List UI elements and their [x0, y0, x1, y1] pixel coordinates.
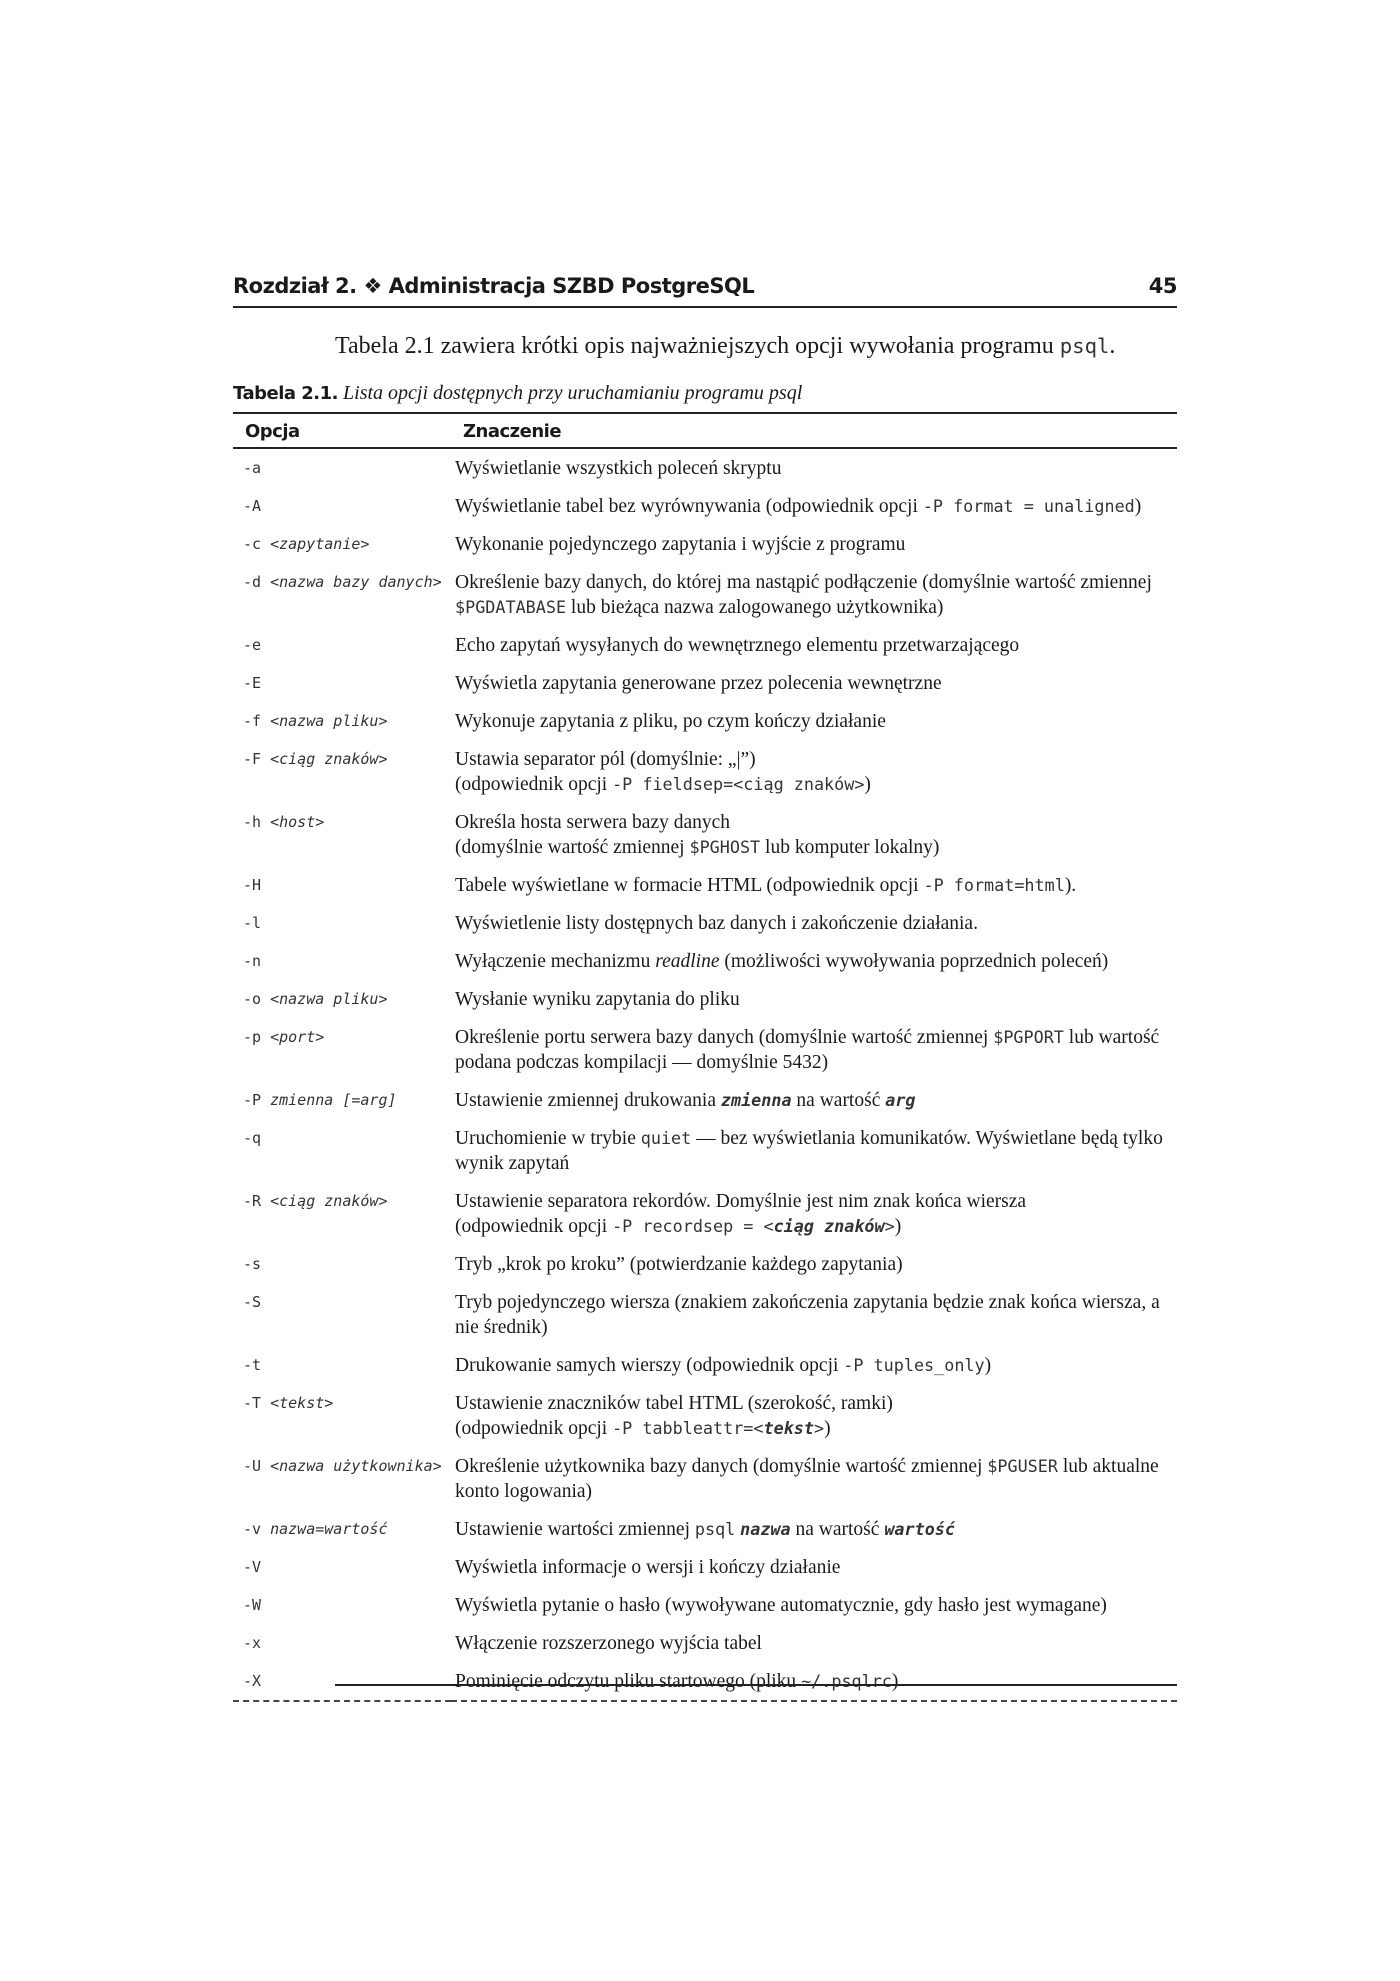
option-argument: nazwa bazy danych — [279, 573, 433, 591]
description-text: na wartość — [791, 1090, 886, 1111]
option-cell — [233, 626, 451, 664]
meaning-cell — [451, 1447, 1177, 1510]
option-flag: -n — [243, 952, 262, 970]
inline-code-variable: wartość — [884, 1519, 955, 1539]
description-text: Ustawienie zmiennej drukowania — [455, 1090, 721, 1111]
inline-code: -P tuples_only — [843, 1355, 985, 1375]
option-flag: -P — [243, 1091, 271, 1109]
option-flag: -c < — [243, 535, 280, 553]
meaning-cell — [451, 487, 1177, 525]
inline-code: $PGDATABASE — [455, 597, 567, 617]
option-flag: > — [378, 1192, 388, 1210]
meaning-cell — [451, 1081, 1177, 1119]
caption-text: Lista opcji dostępnych przy uruchamianiu programu psql — [343, 382, 803, 404]
inline-code: $PGPORT — [993, 1027, 1064, 1047]
option-flag: > — [432, 1457, 442, 1475]
option-cell — [233, 1119, 451, 1182]
option-cell — [233, 904, 451, 942]
option-flag: = — [315, 1520, 325, 1538]
option-cell — [233, 1624, 451, 1662]
description-text: Wyświetla pytanie o hasło (wywoływane automatycznie, gdy hasło jest wymagane) — [455, 1595, 1107, 1616]
option-cell — [233, 525, 451, 563]
option-flag: -f < — [243, 712, 280, 730]
option-flag: > — [315, 813, 325, 831]
meaning-cell — [451, 702, 1177, 740]
header-option: Opcja — [233, 413, 451, 448]
table-row — [233, 525, 1177, 563]
option-flag: -F < — [243, 750, 280, 768]
description-text: Wyświetlanie tabel bez wyrównywania (odpowiednik opcji — [455, 496, 923, 517]
description-text: Wyłączenie mechanizmu — [455, 951, 656, 972]
options-table — [233, 412, 1177, 1702]
inline-code: $PGUSER — [987, 1456, 1058, 1476]
meaning-cell — [451, 803, 1177, 866]
meaning-cell — [451, 1510, 1177, 1548]
option-cell — [233, 980, 451, 1018]
option-cell — [233, 1018, 451, 1081]
option-argument: tekst — [279, 1394, 325, 1412]
running-header — [233, 272, 1177, 308]
description-text: (domyślnie wartość zmiennej — [455, 837, 690, 858]
option-flag: > — [324, 1394, 334, 1412]
option-cell — [233, 1283, 451, 1346]
table-row — [233, 1548, 1177, 1586]
meaning-cell — [451, 1662, 1177, 1701]
description-text: Wyświetla informacje o wersji i kończy działanie — [455, 1557, 841, 1578]
option-flag: -A — [243, 497, 262, 515]
inline-code: ~/.psqlrc — [801, 1671, 892, 1691]
caption-label: Tabela 2.1. — [233, 383, 339, 404]
table-row — [233, 1119, 1177, 1182]
table-row — [233, 942, 1177, 980]
inline-code-variable: arg — [885, 1090, 916, 1110]
option-flag: -U < — [243, 1457, 280, 1475]
option-flag: -a — [243, 459, 262, 477]
page-number: 45 — [1148, 274, 1177, 298]
intro-code: psql — [1059, 334, 1110, 358]
emphasis-text: readline — [655, 951, 720, 972]
description-text: Echo zapytań wysyłanych do wewnętrznego elementu przetwarzającego — [455, 635, 1020, 656]
table-row — [233, 1018, 1177, 1081]
option-cell — [233, 487, 451, 525]
description-text: Wykonanie pojedynczego zapytania i wyjście z programu — [455, 534, 906, 555]
table-row — [233, 1182, 1177, 1245]
description-text: lub komputer lokalny) — [760, 837, 940, 858]
option-cell — [233, 866, 451, 904]
meaning-cell — [451, 942, 1177, 980]
description-text: Uruchomienie w trybie — [455, 1128, 641, 1149]
option-argument: zmienna [=arg] — [270, 1091, 397, 1109]
description-text: lub wartość podana podczas kompilacji — domyślnie 5432) — [455, 1027, 1160, 1073]
option-argument: nazwa użytkownika — [279, 1457, 433, 1475]
inline-code-variable: tekst — [763, 1418, 814, 1438]
inline-code-variable: ciąg znaków — [773, 1216, 885, 1236]
option-flag: > — [432, 573, 442, 591]
description-text: (odpowiednik opcji — [455, 774, 613, 795]
table-row — [233, 448, 1177, 487]
option-flag: -h < — [243, 813, 280, 831]
description-text: Wykonuje zapytania z pliku, po czym kończy działanie — [455, 711, 886, 732]
option-argument: ciąg znaków — [279, 750, 379, 768]
option-flag: -d < — [243, 573, 280, 591]
inline-code: $PGHOST — [689, 837, 761, 857]
option-argument: wartość — [324, 1520, 388, 1538]
meaning-cell — [451, 1119, 1177, 1182]
description-text: (odpowiednik opcji — [455, 1418, 613, 1439]
description-text: lub bieżąca nazwa zalogowanego użytkownika) — [566, 597, 944, 618]
description-text: Określa hosta serwera bazy danych — [455, 812, 731, 833]
option-flag: > — [378, 712, 388, 730]
option-cell — [233, 1510, 451, 1548]
description-text: Wysłanie wyniku zapytania do pliku — [455, 989, 740, 1010]
description-text: Ustawienie wartości zmiennej — [455, 1519, 695, 1540]
option-cell — [233, 803, 451, 866]
option-flag: -e — [243, 636, 262, 654]
option-flag: -V — [243, 1558, 262, 1576]
table-row — [233, 1346, 1177, 1384]
description-text: lub aktualne konto logowania) — [455, 1456, 1159, 1502]
option-flag: -R < — [243, 1192, 280, 1210]
option-flag: -q — [243, 1129, 262, 1147]
description-text: Tryb pojedynczego wiersza (znakiem zakończenia zapytania będzie znak końca wiersza, a nie średnik) — [455, 1292, 1160, 1338]
meaning-cell — [451, 1018, 1177, 1081]
inline-code: -P format=html — [923, 875, 1065, 895]
table-caption — [233, 382, 1177, 405]
inline-code: psql — [694, 1519, 736, 1539]
meaning-cell — [451, 1384, 1177, 1447]
option-flag: -l — [243, 914, 262, 932]
option-cell — [233, 1384, 451, 1447]
description-text: ) — [864, 774, 871, 795]
meaning-cell — [451, 1283, 1177, 1346]
option-cell — [233, 664, 451, 702]
intro-text: Tabela 2.1 zawiera krótki opis najważniejszych opcji wywołania programu — [335, 333, 1060, 359]
table-body — [233, 448, 1177, 1701]
option-flag: > — [378, 990, 388, 1008]
meaning-cell — [451, 1548, 1177, 1586]
meaning-cell — [451, 1245, 1177, 1283]
meaning-cell — [451, 1624, 1177, 1662]
intro-end: . — [1109, 333, 1116, 359]
description-text: ). — [1064, 875, 1077, 896]
table-row — [233, 1662, 1177, 1701]
table-row — [233, 563, 1177, 626]
option-cell — [233, 740, 451, 803]
option-flag: -H — [243, 876, 262, 894]
table-header-row — [233, 413, 1177, 448]
option-cell — [233, 942, 451, 980]
table-row — [233, 740, 1177, 803]
inline-code: -P format = unaligned — [922, 496, 1135, 516]
option-flag: -X — [243, 1672, 262, 1690]
description-text: Ustawienie znaczników tabel HTML (szerokość, ramki) — [455, 1393, 893, 1414]
option-flag: > — [360, 535, 370, 553]
option-flag: -W — [243, 1596, 262, 1614]
description-text: Wyświetlanie wszystkich poleceń skryptu — [455, 458, 782, 479]
description-text: (odpowiednik opcji — [455, 1216, 613, 1237]
meaning-cell — [451, 904, 1177, 942]
description-text: Ustawienie separatora rekordów. Domyślnie jest nim znak końca wiersza — [455, 1191, 1027, 1212]
description-text: ) — [894, 1216, 902, 1237]
option-flag: -x — [243, 1634, 262, 1652]
description-text: ) — [891, 1671, 899, 1692]
description-text: Wyświetla zapytania generowane przez polecenia wewnętrzne — [455, 673, 942, 694]
meaning-cell — [451, 664, 1177, 702]
option-cell — [233, 1182, 451, 1245]
option-flag: -T < — [243, 1394, 280, 1412]
option-argument: zapytanie — [279, 535, 361, 553]
option-cell — [233, 448, 451, 487]
option-cell — [233, 1081, 451, 1119]
option-argument: nazwa pliku — [279, 712, 379, 730]
description-text: Określenie bazy danych, do której ma nastąpić podłączenie (domyślnie wartość zmiennej — [455, 572, 1152, 593]
option-flag: > — [315, 1028, 325, 1046]
table-row — [233, 980, 1177, 1018]
chapter-title: Rozdział 2. ❖ Administracja SZBD PostgreSQL — [233, 274, 755, 298]
inline-code: > — [884, 1216, 895, 1236]
table-row — [233, 664, 1177, 702]
option-cell — [233, 702, 451, 740]
option-argument: port — [279, 1028, 316, 1046]
inline-code: -P fieldsep=<ciąg znaków> — [612, 774, 865, 794]
option-flag: -o < — [243, 990, 280, 1008]
options-table-wrapper — [233, 412, 1177, 1702]
table-row — [233, 1245, 1177, 1283]
meaning-cell — [451, 626, 1177, 664]
option-cell — [233, 1447, 451, 1510]
table-row — [233, 1081, 1177, 1119]
description-text: — bez wyświetlania komunikatów. Wyświetlane będą tylko wynik zapytań — [455, 1128, 1163, 1174]
meaning-cell — [451, 1182, 1177, 1245]
header-meaning: Znaczenie — [451, 413, 1177, 448]
option-cell — [233, 1346, 451, 1384]
description-text: ) — [824, 1418, 831, 1439]
option-flag: -t — [243, 1356, 262, 1374]
option-argument: ciąg znaków — [279, 1192, 379, 1210]
meaning-cell — [451, 866, 1177, 904]
description-text: Wyświetlenie listy dostępnych baz danych i zakończenie działania. — [455, 913, 978, 934]
meaning-cell — [451, 1346, 1177, 1384]
option-cell — [233, 1662, 451, 1701]
table-row — [233, 1384, 1177, 1447]
meaning-cell — [451, 740, 1177, 803]
meaning-cell — [451, 980, 1177, 1018]
meaning-cell — [451, 448, 1177, 487]
inline-code: -P recordsep = < — [612, 1216, 774, 1236]
table-row — [233, 487, 1177, 525]
description-text: Określenie portu serwera bazy danych (domyślnie wartość zmiennej — [455, 1027, 994, 1048]
inline-code-variable: nazwa — [740, 1519, 791, 1539]
table-row — [233, 1624, 1177, 1662]
inline-code: -P tabbleattr=< — [612, 1418, 764, 1438]
description-text: Tabele wyświetlane w formacie HTML (odpowiednik opcji — [455, 875, 924, 896]
option-cell — [233, 1548, 451, 1586]
inline-code: > — [813, 1418, 825, 1438]
option-flag: -E — [243, 674, 262, 692]
description-text: Ustawia separator pól (domyślnie: „|”) — [455, 749, 756, 770]
meaning-cell — [451, 563, 1177, 626]
description-text: Określenie użytkownika bazy danych (domyślnie wartość zmiennej — [455, 1456, 988, 1477]
option-cell — [233, 1586, 451, 1624]
footer-rule — [335, 1684, 1177, 1686]
table-row — [233, 866, 1177, 904]
table-row — [233, 1447, 1177, 1510]
description-text: Pominięcie odczytu pliku startowego (pliku — [455, 1671, 802, 1692]
option-flag: -v — [243, 1520, 271, 1538]
description-text: na wartość — [790, 1519, 885, 1540]
table-row — [233, 1510, 1177, 1548]
table-row — [233, 904, 1177, 942]
inline-code-variable: zmienna — [720, 1090, 792, 1110]
option-flag: -s — [243, 1255, 262, 1273]
option-flag: > — [378, 750, 388, 768]
table-row — [233, 803, 1177, 866]
table-row — [233, 626, 1177, 664]
description-text: ) — [1134, 496, 1142, 517]
option-flag: -S — [243, 1293, 262, 1311]
description-text: (możliwości wywoływania poprzednich poleceń) — [719, 951, 1109, 972]
inline-code: quiet — [640, 1128, 692, 1148]
option-flag: -p < — [243, 1028, 280, 1046]
option-argument: host — [279, 813, 316, 831]
description-text: Drukowanie samych wierszy (odpowiednik opcji — [455, 1355, 844, 1376]
description-text: ) — [984, 1355, 992, 1376]
table-row — [233, 1586, 1177, 1624]
option-argument: nazwa — [270, 1520, 316, 1538]
meaning-cell — [451, 525, 1177, 563]
option-cell — [233, 1245, 451, 1283]
description-text: Tryb „krok po kroku” (potwierdzanie każdego zapytania) — [455, 1254, 903, 1275]
table-row — [233, 1283, 1177, 1346]
option-cell — [233, 563, 451, 626]
meaning-cell — [451, 1586, 1177, 1624]
option-argument: nazwa pliku — [279, 990, 379, 1008]
description-text: Włączenie rozszerzonego wyjścia tabel — [455, 1633, 762, 1654]
table-row — [233, 702, 1177, 740]
intro-paragraph — [335, 333, 1175, 360]
